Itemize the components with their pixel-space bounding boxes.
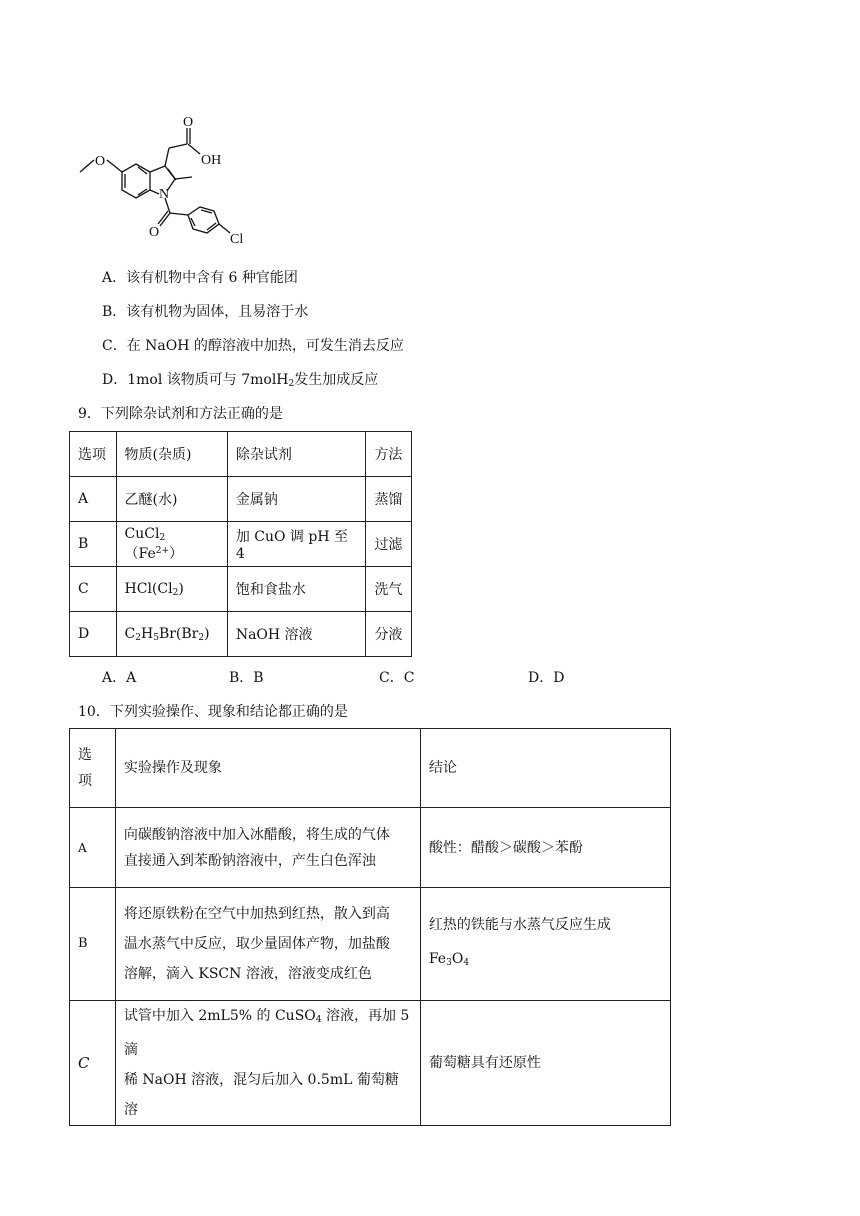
table-header-cell: 方法	[366, 432, 412, 477]
q9-answer-a: A．A	[102, 670, 137, 686]
table-row	[70, 477, 412, 522]
table-row	[70, 567, 412, 612]
carboxyl-oxygen-label: O	[183, 115, 194, 130]
q9-answer-c: C．C	[379, 670, 415, 686]
q10-title: 10．下列实验操作、现象和结论都正确的是	[78, 704, 348, 720]
table-cell: 加 CuO 调 pH 至 4	[227, 522, 366, 567]
q9-title: 9．下列除杂试剂和方法正确的是	[78, 406, 283, 422]
table-cell: 分液	[366, 612, 412, 657]
hydroxyl-label: OH	[201, 153, 222, 168]
table-cell: 金属钠	[227, 477, 366, 522]
table-header-cell: 选 项	[70, 729, 116, 808]
table-cell: 酸性：醋酸＞碳酸＞苯酚	[420, 808, 670, 888]
table-cell: 红热的铁能与水蒸气反应生成 $Fe_3O_4$	[420, 888, 670, 1001]
table-cell: D	[70, 612, 117, 657]
table-cell: C	[70, 567, 117, 612]
table-row	[70, 432, 412, 477]
table-cell: $C_2H_5Br(Br_2)$	[116, 612, 227, 657]
q10-table	[69, 728, 671, 1126]
nitrogen-label: N	[159, 187, 170, 202]
q9-answer-b: B．B	[229, 670, 264, 686]
table-row	[70, 522, 412, 567]
table-row	[70, 729, 671, 808]
molecule-structure	[72, 112, 272, 250]
table-cell: 过滤	[366, 522, 412, 567]
table-row	[70, 808, 671, 888]
table-cell: 饱和食盐水	[227, 567, 366, 612]
table-row	[70, 888, 671, 1001]
table-cell: A	[70, 477, 117, 522]
table-cell: 葡萄糖具有还原性	[420, 1001, 670, 1126]
table-cell: 蒸馏	[366, 477, 412, 522]
table-cell: C	[70, 1001, 116, 1126]
table-cell: NaOH 溶液	[227, 612, 366, 657]
q9-answer-d: D．D	[528, 670, 565, 686]
table-cell: 试管中加入 2mL5% 的 CuSO$_4$ 溶液，再加 5 滴 稀 NaOH 溶液，混匀后加入 0.5mL 葡萄糖溶	[115, 1001, 420, 1126]
table-cell: B	[70, 888, 116, 1001]
carbonyl-oxygen-label: O	[149, 225, 160, 240]
table-row	[70, 612, 412, 657]
table-header-cell: 实验操作及现象	[115, 729, 420, 808]
table-cell: 乙醚(水)	[116, 477, 227, 522]
table-cell: $CuCl_2(Fe^{2+})$	[116, 522, 227, 567]
table-header-cell: 物质(杂质)	[116, 432, 227, 477]
q8-option-b: B．该有机物为固体，且易溶于水	[102, 304, 309, 320]
q9-table	[69, 431, 412, 657]
q8-option-a: A．该有机物中含有 6 种官能团	[102, 270, 298, 286]
table-header-cell: 除杂试剂	[227, 432, 366, 477]
table-row	[70, 1001, 671, 1126]
table-cell: A	[70, 808, 116, 888]
table-cell: 向碳酸钠溶液中加入冰醋酸，将生成的气体 直接通入到苯酚钠溶液中，产生白色浑浊	[115, 808, 420, 888]
methoxy-oxygen-label: O	[95, 154, 106, 169]
table-header-cell: 结论	[420, 729, 670, 808]
chlorine-label: Cl	[230, 232, 244, 247]
table-header-cell: 选项	[70, 432, 117, 477]
table-cell: 将还原铁粉在空气中加热到红热，散入到高 温水蒸气中反应，取少量固体产物，加盐酸 溶解，滴入 KSCN 溶液，溶液变成红色	[115, 888, 420, 1001]
q8-option-d: D．1mol 该物质可与 7molH$_2$发生加成反应	[102, 372, 379, 389]
table-cell: B	[70, 522, 117, 567]
table-cell: $HCl(Cl_2)$	[116, 567, 227, 612]
table-cell: 洗气	[366, 567, 412, 612]
q8-option-c: C．在 NaOH 的醇溶液中加热，可发生消去反应	[102, 338, 404, 354]
